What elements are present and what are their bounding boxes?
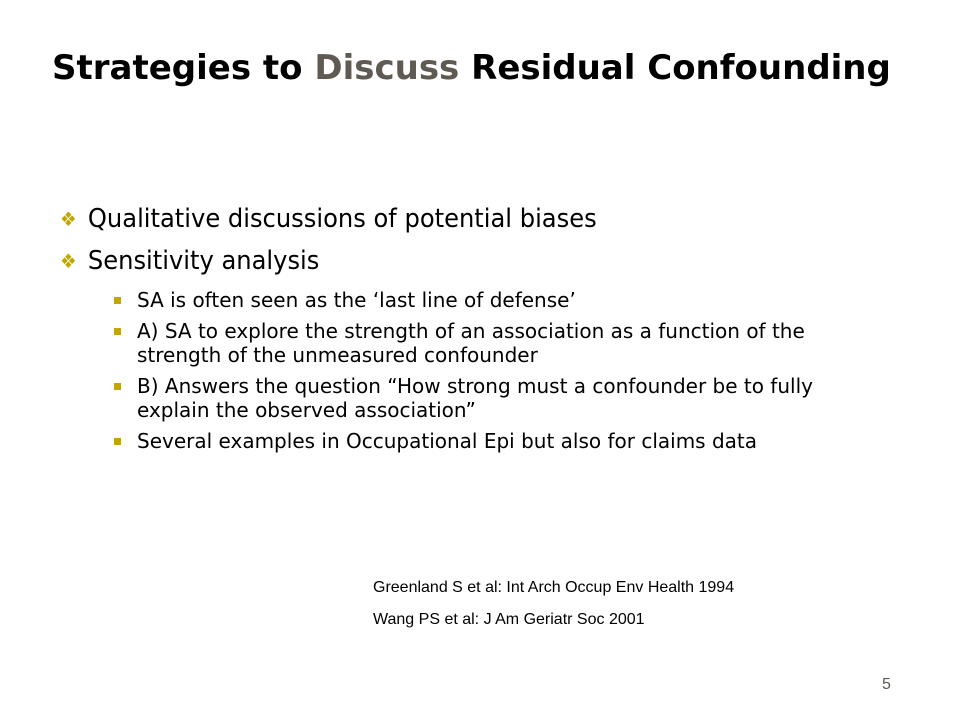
- sub-bullet-a: [112, 319, 872, 367]
- slide-title: [52, 46, 912, 90]
- title-text-2: Residual Confounding: [459, 48, 891, 88]
- bullet-list: [60, 198, 900, 460]
- sub-bullet-b: [112, 374, 872, 422]
- bullet-qualitative: [60, 198, 841, 240]
- sub-bullet-text: Several examples in Occupational Epi but also for claims data: [137, 429, 757, 453]
- bullet-text: Qualitative discussions of potential biases: [87, 204, 597, 234]
- square-bullet-icon: [114, 328, 121, 335]
- square-bullet-icon: [114, 383, 121, 390]
- diamond-bullet-icon: ❖: [60, 249, 77, 273]
- title-accent: Discuss: [314, 48, 460, 88]
- diamond-bullet-icon: ❖: [60, 207, 77, 231]
- sub-bullet-last-line: [112, 288, 872, 312]
- reference-greenland: Greenland S et al: Int Arch Occup Env Health 1994: [373, 579, 735, 596]
- sub-bullet-list: [112, 288, 872, 453]
- title-text-1: Strategies to: [52, 48, 315, 88]
- sub-bullet-examples: [112, 429, 872, 453]
- references: [373, 578, 734, 642]
- bullet-text: Sensitivity analysis: [87, 246, 320, 276]
- sub-bullet-text: A) SA to explore the strength of an association as a function of the strength of the unmeasured confounder: [137, 319, 805, 367]
- page-number: 5: [882, 676, 891, 693]
- bullet-sensitivity: [60, 240, 841, 282]
- reference-wang: Wang PS et al: J Am Geriatr Soc 2001: [373, 611, 645, 628]
- sub-bullet-text: SA is often seen as the ‘last line of defense’: [137, 288, 576, 312]
- sub-bullet-text: B) Answers the question “How strong must a confounder be to fully explain the observed association”: [137, 374, 813, 422]
- square-bullet-icon: [114, 438, 121, 445]
- square-bullet-icon: [114, 297, 121, 304]
